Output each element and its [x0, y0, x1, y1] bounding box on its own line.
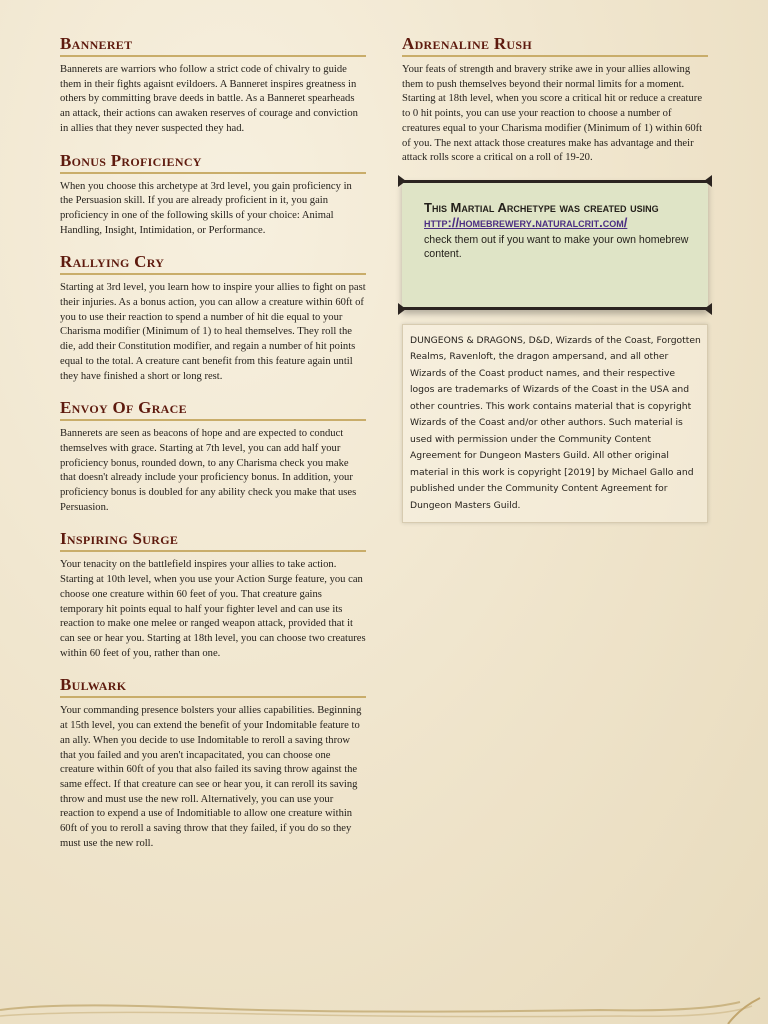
section-heading: Rallying Cry: [60, 252, 366, 275]
section-envoy-of-grace: [60, 398, 366, 515]
note-corner-marker: [704, 175, 712, 187]
section-body: When you choose this archetype at 3rd level, you gain proficiency in the Persuasion skill. If you are already proficient in it, you gain proficiency in one of the following skills of your choice: Animal Handling, Insight, Intimidation, or Performance.: [60, 180, 352, 236]
page-footer-ornament: [0, 996, 768, 1024]
section-inspiring-surge: [60, 529, 366, 661]
note-corner-marker: [398, 175, 406, 187]
right-column: [402, 34, 708, 523]
section-body: Your commanding presence bolsters your allies capabilities. Beginning at 15th level, you can extend the benefit of your Indomitable feature to an ally. When you decide to use Indomitable to reroll a saving throw that you failed and you aren't incapacitated, you can choose one creature within 60ft of you that also failed its saving throw against the same effect. If that creature can see or hear you, it can reroll its saving throw and must use the new roll. Alternatively, you can use your reaction to expend a use of Indomitiable to allow one creature within 60ft of you to reroll a saving throw that they failed, if you do so they must use the new roll.: [60, 705, 362, 849]
section-heading: Inspiring Surge: [60, 529, 366, 552]
section-heading: Bulwark: [60, 675, 366, 698]
section-bulwark: [60, 675, 366, 851]
section-heading: Banneret: [60, 34, 366, 57]
homebrewery-link[interactable]: http://homebrewery.naturalcrit.com/: [424, 214, 628, 230]
section-banneret: [60, 34, 366, 137]
section-bonus-proficiency: [60, 151, 366, 239]
section-adrenaline-rush: [402, 34, 708, 166]
section-body: Bannerets are warriors who follow a strict code of chivalry to guide them in their fights agaisnt evildoers. A Banneret inspires greatness in others by committing brave deeds in battle. As a Banneret spearheads an attack, their actions can awaken reserves of courage and conviction in allies that they never suspected they had.: [60, 64, 358, 134]
section-body: Bannerets are seen as beacons of hope and are expected to conduct themselves with grace. Starting at 7th level, you can add half your proficiency bonus, rounded down, to any Charisma check you make that doesn't already include your proficiency bonus. In addition, your proficiency bonus is doubled for any ability check you make that uses Persuasion.: [60, 428, 357, 513]
note-text: check them out if you want to make your own homebrew content.: [424, 233, 689, 260]
note-corner-marker: [398, 303, 406, 315]
note-corner-marker: [704, 303, 712, 315]
note-title: This Martial Archetype was created using: [424, 199, 659, 215]
legal-notice: DUNGEONS & DRAGONS, D&D, Wizards of the Coast, Forgotten Realms, Ravenloft, the dragon ampersand, and all other Wizards of the Coast product names, and their respective logos are trademarks of Wizards of the Coast in the USA and other countries. This work contains material that is copyright Wizards of the Coast and/or other authors. Such material is used with permission under the Community Content Agreement for Dungeon Masters Guild. All other original material in this work is copyright [2019] by Michael Gallo and published under the Community Content Agreement for Dungeon Masters Guild.: [402, 324, 708, 524]
section-body: Your tenacity on the battlefield inspires your allies to take action. Starting at 10th level, when you use your Action Surge feature, you can choose one creature within 60 feet of you. That creature gains temporary hit points equal to half your fighter level and can use its reaction to make one melee or ranged weapon attack, provided that it can see or hear you. Starting at 18th level, you can choose two creatures within 60 feet of you, rather than one.: [60, 559, 366, 659]
section-heading: Envoy Of Grace: [60, 398, 366, 421]
section-body: Your feats of strength and bravery strike awe in your allies allowing them to push themselves beyond their normal limits for a moment. Starting at 18th level, when you score a critical hit or reduce a creature to 0 hit points, you can use your reaction to choose a number of creatures equal to your Charisma modifier (Minimum of 1) within 60ft of you. The next attack those creatures make has advantage and their attack rolls score a critical on a roll of 19-20.: [402, 64, 703, 164]
left-column: [60, 34, 366, 865]
section-body: Starting at 3rd level, you learn how to inspire your allies to fight on past their injuries. As a bonus action, you can allow a creature within 60ft of you to use their reaction to spend a number of hit die equal to your Charisma modifier (Minimum of 1) to heal themselves. They roll the die, add their Constitution modifier, and regain a number of hit points equal to the total. A creature cant benefit from this feature again until they have finished a short or long rest.: [60, 282, 366, 382]
section-rallying-cry: [60, 252, 366, 384]
section-heading: Bonus Proficiency: [60, 151, 366, 174]
section-heading: Adrenaline Rush: [402, 34, 708, 57]
homebrewery-note: [402, 180, 708, 310]
